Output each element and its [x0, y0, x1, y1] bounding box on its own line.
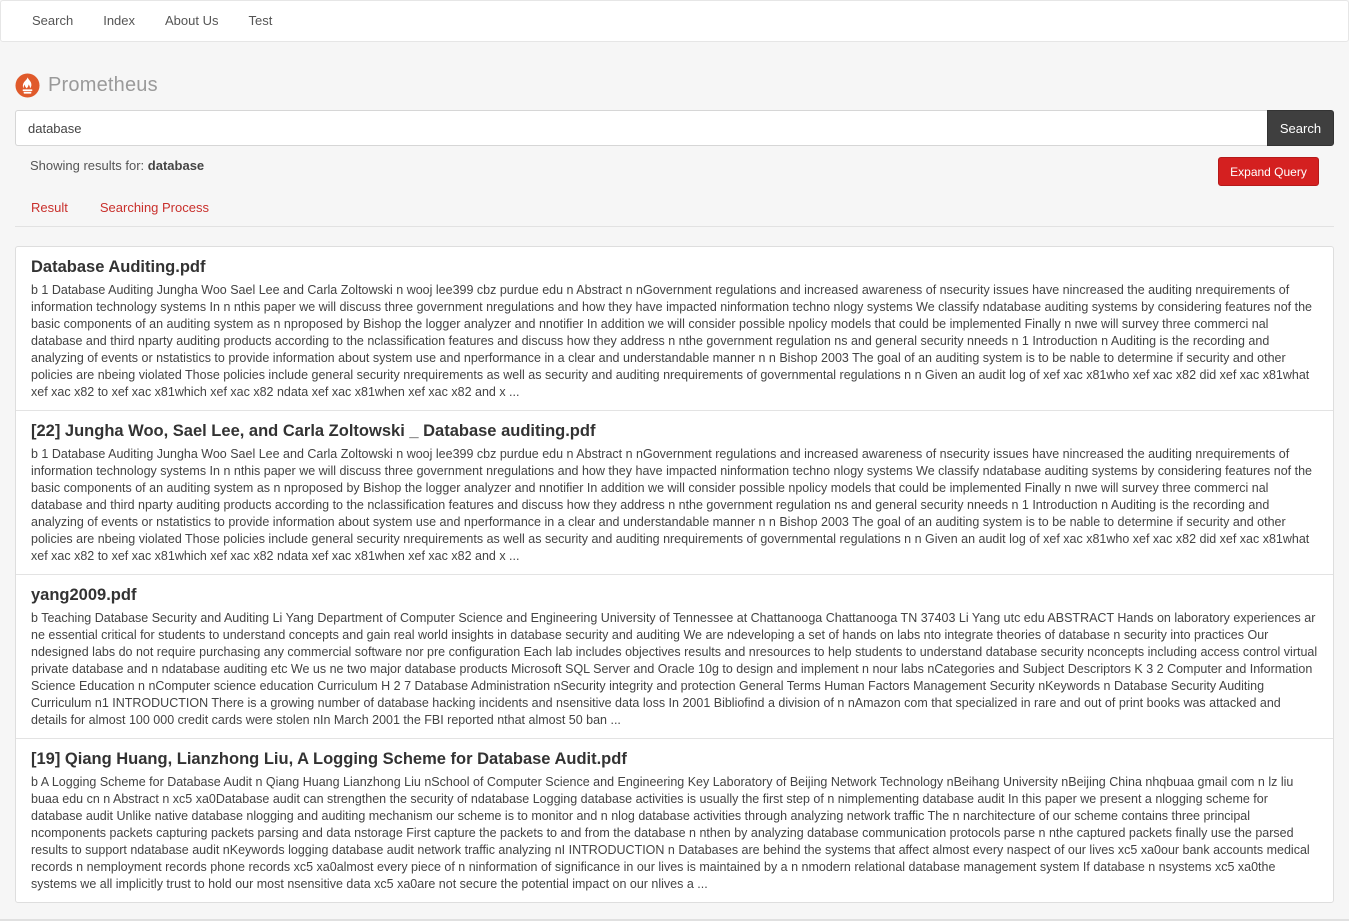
- result-title[interactable]: Database Auditing.pdf: [31, 258, 206, 276]
- result-title[interactable]: [19] Qiang Huang, Lianzhong Liu, A Logging Scheme for Database Audit.pdf: [31, 750, 627, 768]
- result-snippet: b Teaching Database Security and Auditing Li Yang Department of Computer Science and Engineering University of Tennessee at Chattanooga Chattanooga TN 37403 Li Yang utc edu ABSTRACT Hands on laboratory experiences ar ne essential critical for students to understand concepts and gain real world insights in database security and auditing We are ndeveloping a set of hands on labs nto integrate theories of database n security into practices Our ndesigned labs do not require purchasing any commercial software nor pre configuration Each lab includes objectives results and nresources to help students to understand database security nconcepts including access control virtual private database and n ndatabase auditing etc We us ne two major database products Microsoft SQL Server and Oracle 10g to design and implement n nour labs nCategories and Subject Descriptors K 3 2 Computer and Information Science Education n nComputer science education Curriculum H 2 7 Database Administration nSecurity integrity and protection General Terms Human Factors Management Security nKeywords n Database Security Auditing Curriculum n1 INTRODUCTION There is a growing number of database hacking incidents and nsensitive data loss In 2001 Bibliofind a division of n nAmazon com that specialized in rare and out of print books was attacked and details for almost 100 000 credit cards were stolen nIn March 2001 the FBI reported nthat almost 50 ban ...: [31, 611, 1318, 727]
- nav-test[interactable]: Test: [248, 13, 273, 28]
- result-item: [16, 411, 1333, 575]
- result-snippet: b A Logging Scheme for Database Audit n Qiang Huang Lianzhong Liu nSchool of Computer Science and Engineering Key Laboratory of Beijing Network Technology nBeihang University nBeijing China nhqbuaa gmail com n lz liu buaa edu cn n Abstract n xc5 xa0Database audit can strengthen the security of ndatabase Logging database activities is usually the first step of n nimplementing database audit In this paper we present a nlogging scheme for database audit Unlike native database nlogging and auditing mechanism our scheme is to monitor and n nlog database activities through analyzing network traffic The n narchitecture of our scheme contains three principal ncomponents packets capturing packets parsing and data nstorage First capture the packets to and from the database n nthen by analyzing database communication protocols parse n nthe captured packets finally use the parsed results to support ndatabase audit nKeywords logging database audit network traffic analyzing nI INTRODUCTION n Databases are behind the systems that affect almost every naspect of our lives xc5 xa0our bank accounts medical records n nemployment records phone records xc5 xa0almost every piece of n ninformation of significance in our lives is maintained by a n nmodern relational database management system If database n nsystems xc5 xa0the systems we all implicitly trust to hold our most nsensitive data xc5 xa0are not secure the potential impact on our nlives a ...: [31, 775, 1310, 891]
- showing-query: database: [147, 158, 205, 173]
- result-snippet: b 1 Database Auditing Jungha Woo Sael Lee and Carla Zoltowski n wooj lee399 cbz purdue edu n Abstract n nGovernment regulations and increased awareness of nsecurity issues have nincreased the auditing nrequirements of information technology systems In n nthis paper we will discuss three government nregulations and how they have impacted ninformation techno nlogy systems We classify ndatabase auditing systems by considering features nof the basic components of an auditing system as n nproposed by Bishop the logger analyzer and nnotifier In addition we will consider possible npolicy models that could be implemented Finally n nwe will survey three commerci nal database and third nparty auditing products according to the nclassification features and discuss how they address n nthe government regulation ns and general security nneeds n 1 Introduction n Auditing is the recording and analyzing of events or nstatistics to provide information about system use and nperformance in a clear and understandable manner n n Bishop 2003 The goal of an auditing system is to be nable to determine if security and other policies are nbeing violated Those policies include general security nrequirements as well as security and auditing nrequirements of governmental regulations n n Given an audit log of xef xac x81who xef xac x82 did xef xac x81what xef xac x82 to xef xac x81which xef xac x82 ndata xef xac x81when xef xac x82 and x ...: [31, 283, 1313, 399]
- result-title[interactable]: yang2009.pdf: [31, 586, 137, 604]
- brand-name: Prometheus: [48, 73, 158, 96]
- result-item: [16, 247, 1333, 411]
- nav-search[interactable]: Search: [32, 13, 74, 28]
- showing-results-text: [30, 158, 204, 173]
- result-title[interactable]: [22] Jungha Woo, Sael Lee, and Carla Zoltowski _ Database auditing.pdf: [31, 422, 596, 440]
- showing-prefix: Showing results for:: [30, 158, 145, 173]
- expand-query-button[interactable]: Expand Query: [1218, 157, 1319, 186]
- result-snippet: b 1 Database Auditing Jungha Woo Sael Lee and Carla Zoltowski n wooj lee399 cbz purdue edu n Abstract n nGovernment regulations and increased awareness of nsecurity issues have nincreased the auditing nrequirements of information technology systems In n nthis paper we will discuss three government nregulations and how they have impacted ninformation techno nlogy systems We classify ndatabase auditing systems by considering features nof the basic components of an auditing system as n nproposed by Bishop the logger analyzer and nnotifier In addition we will consider possible npolicy models that could be implemented Finally n nwe will survey three commerci nal database and third nparty auditing products according to the nclassification features and discuss how they address n nthe government regulation ns and general security nneeds n 1 Introduction n Auditing is the recording and analyzing of events or nstatistics to provide information about system use and nperformance in a clear and understandable manner n n Bishop 2003 The goal of an auditing system is to be nable to determine if security and other policies are nbeing violated Those policies include general security nrequirements as well as security and auditing nrequirements of governmental regulations n n Given an audit log of xef xac x81who xef xac x82 did xef xac x81what xef xac x82 to xef xac x81which xef xac x82 ndata xef xac x81when xef xac x82 and x ...: [31, 447, 1313, 563]
- flame-logo-icon: [15, 73, 40, 98]
- tab-searching-process[interactable]: Searching Process: [99, 200, 209, 215]
- search-button[interactable]: Search: [1267, 110, 1334, 146]
- results-list: [15, 246, 1334, 903]
- top-navbar: [0, 0, 1349, 42]
- brand: [15, 72, 158, 98]
- search-input[interactable]: [15, 110, 1267, 146]
- result-item: [16, 575, 1333, 739]
- result-tabs: [15, 190, 1334, 227]
- nav-index[interactable]: Index: [103, 13, 136, 28]
- result-item: [16, 739, 1333, 902]
- search-bar: [15, 110, 1334, 146]
- nav-about-us[interactable]: About Us: [165, 13, 219, 28]
- tab-result[interactable]: Result: [31, 200, 68, 215]
